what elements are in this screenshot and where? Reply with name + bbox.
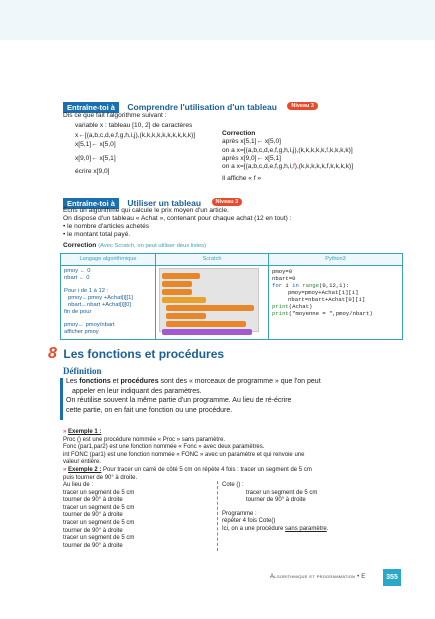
algo-line: x←[(a,b,c,d,e,f,g,h,i,j),(k,k,k,k,k,k,k,k,k,k)]	[75, 131, 196, 139]
algo-line: x[9,0]← x[5,1]	[75, 154, 116, 162]
exercise-tag: Entraîne-toi à	[63, 198, 119, 209]
exercise-1-algorithm	[75, 121, 195, 177]
definition-text: Les fonctions et procédures sont des « morceaux de programme » que l'on peut appeler en leur indiquant des paramètres. On réutilise souvent la même partie d'un programme. Au lieu de ré-écrire cette partie, on en fait une fonction ou une procédure.	[66, 378, 321, 414]
algo-line: x[5,1]← x[5,0]	[75, 141, 116, 148]
exercise-2-correction-label: Correction (Avec Scratch, on peut utiliser deux listes)	[63, 242, 207, 249]
exercise-tag: Entraîne-toi à	[63, 102, 119, 113]
section-title: Les fonctions et procédures	[63, 347, 225, 361]
correction-line: Il affiche « f »	[222, 175, 262, 183]
definition-label: Définition	[63, 366, 102, 376]
scratch-script-image	[159, 268, 259, 332]
example-1: » Exemple 1 : Proc () est une procédure nommée « Proc » sans paramètre. Fonc (par1,par2) est une fonction nommée « Fonc » avec deux paramètres. int FONC (par1) est une fonction nommée « FONC » avec un paramètre et qui renvoie une valeur entière.	[63, 429, 305, 465]
example-2-left-column: Au lieu de : tracer un segment de 5 cm tourner de 90° à droite tracer un segment de 5 cm tourner de 90° à droite tracer un segment de 5 cm tourner de 90° à droite tracer un segment de 5 cm tourner de 90° à droite	[63, 482, 135, 549]
python-cell: pmoy=0 nbart=0 for i in range(0,12,1): pmoy=pmoy+Achat[1][i] nbart=nbart+Achat[0][i] print(Achat) print("moyenne = ",pmoy/nbart)	[269, 266, 403, 340]
bullet-item: • le montant total payé.	[63, 231, 131, 238]
algo-line: variable x : tableau [10, 2] de caractères	[75, 122, 193, 129]
correction-line: après x[5,1]← x[5,0]	[222, 138, 282, 146]
statement-line: Écris un algorithme qui calcule le prix moyen d'un article.	[63, 207, 229, 214]
correction-title: Correction	[222, 130, 256, 137]
exercise-title: Comprendre l'utilisation d'un tableau	[127, 102, 277, 112]
bullet-item: • le nombre d'articles achetés	[63, 223, 150, 230]
table-header: Python3	[269, 254, 403, 266]
example-2-right-column: Cote () : tracer un segment de 5 cm tourner de 90° à droite Programme : répéter 4 fois Cote() Ici, on a une procédure sans paramètre.	[222, 482, 329, 532]
example-2: » Exemple 2 : Pour tracer un carré de côté 5 cm on répète 4 fois : tracer un segment de 5 cm puis tourner de 90° à droite.	[63, 467, 312, 481]
footer-area	[0, 566, 435, 567]
exercise-2-statement	[63, 207, 292, 239]
table-header: Langage algorithmique	[61, 254, 156, 266]
exercise-1-intro: Dis ce que fait l'algorithme suivant :	[63, 112, 167, 119]
definition-bar	[60, 378, 63, 420]
correction-line: on a x=[(a,b,c,d,e,f,g,h,i,j),(k,k,k,k,k,f,k,k,k,k)]	[222, 146, 353, 154]
algo-line: écrire x[9,0]	[75, 168, 110, 175]
correction-line: après x[9,0]← x[5,1]	[222, 154, 282, 162]
exercise-1-correction	[222, 130, 353, 184]
level-badge: Niveau 3	[212, 198, 243, 206]
level-badge: Niveau 3	[287, 102, 318, 110]
header-band	[0, 0, 435, 40]
column-divider	[217, 481, 218, 551]
correction-line: on a x=[(a,b,c,d,e,f,g,h,i,f),(k,k,k,k,k,f,k,k,k,k)]	[222, 163, 354, 171]
page-number: 355	[383, 569, 401, 586]
scratch-cell	[156, 266, 269, 340]
correction-table	[60, 253, 403, 340]
algo-cell: pmoy ← 0 nbart ← 0 Pour i de 1 à 12 : pmoy←pmoy +Achat[i][1] nbart←nbart +Achat[i][0] fin de pour pmoy← pmoy/nbart afficher pmoy	[61, 266, 156, 340]
footer-text: Algorithmique et programmation • E	[270, 574, 366, 580]
section-heading	[48, 345, 224, 363]
section-number: 8	[48, 345, 57, 362]
table-header: Scratch	[156, 254, 269, 266]
exercise-title: Utiliser un tableau	[127, 198, 202, 208]
statement-line: On dispose d'un tableau « Achat », contenant pour chaque achat (12 en tout) :	[63, 215, 292, 222]
